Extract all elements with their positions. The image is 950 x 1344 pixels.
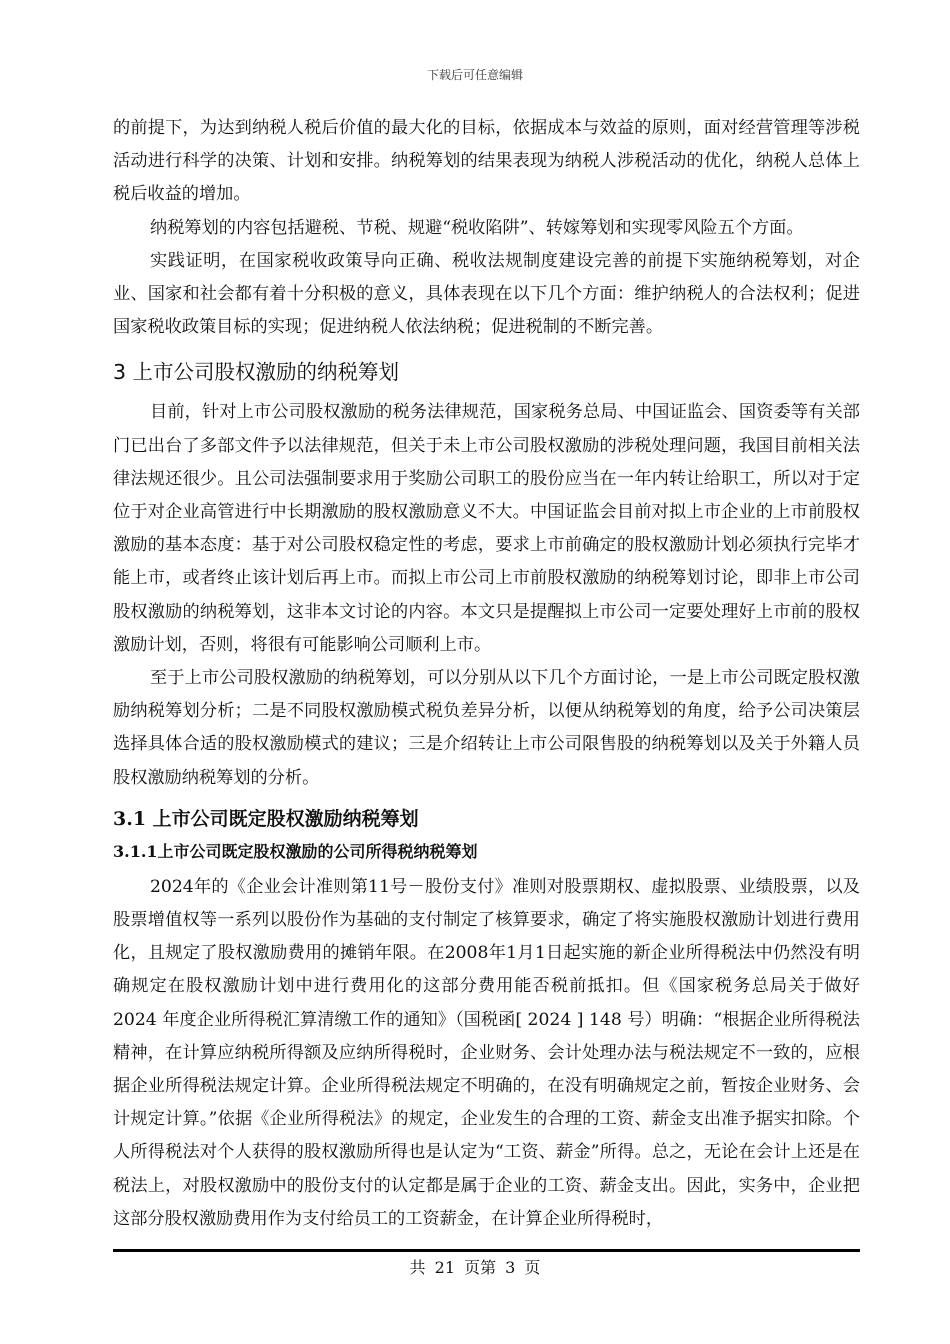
- document-body: [113, 112, 860, 1236]
- page-number-footer: 共 21 页第 3 页: [409, 1258, 541, 1277]
- paragraph-practice-proof: 实践证明，在国家税收政策导向正确、税收法规制度建设完善的前提下实施纳税筹划，对企业、国家和社会都有着十分积极的意义，具体表现在以下几个方面：维护纳税人的合法权利；促进国家税收政策目标的实现；促进纳税人依法纳税；促进税制的不断完善。: [113, 250, 860, 338]
- paragraph-continuation: 的前提下，为达到纳税人税后价值的最大化的目标，依据成本与效益的原则，面对经营管理等涉税活动进行科学的决策、计划和安排。纳税筹划的结果表现为纳税人涉税活动的优化，纳税人总体上税后收益的增加。: [113, 118, 860, 205]
- footer-divider: [113, 1249, 860, 1252]
- paragraph-accounting-standard: 2024年的《企业会计准则第11号－股份支付》准则对股票期权、虚拟股票、业绩股票，以及股票增值权等一系列以股份作为基础的支付制定了核算要求，确定了将实施股权激励计划进行费用化，且规定了股权激励费用的摊销年限。在2008年1月1日起实施的新企业所得税法中仍然没有明确规定在股权激励计划中进行费用化的这部分费用能否税前抵扣。但《国家税务总局关于做好2024 年度企业所得税汇算清缴工作的通知》（国税函[ 2024 ] 148 号）明确：“根据企业所得税法精神，在计算应纳税所得额及应纳所得税时，企业财务、会计处理办法与税法规定不一致的，应根据企业所得税法规定计算。企业所得税法规定不明确的，在没有明确规定之前，暂按企业财务、会计规定计算。”依据《企业所得税法》的规定，企业发生的合理的工资、薪金支出准予据实扣除。个人所得税法对个人获得的股权激励所得也是认定为“工资、薪金”所得。总之，无论在会计上还是在税法上，对股权激励中的股份支付的认定都是属于企业的工资、薪金支出。因此，实务中，企业把这部分股权激励费用作为支付给员工的工资薪金，在计算企业所得税时，: [113, 876, 860, 1229]
- section-3-heading: 3 上市公司股权激励的纳税筹划: [113, 360, 400, 385]
- paragraph-planning-content: 纳税筹划的内容包括避税、节税、规避“税收陷阱”、转嫁筹划和实现零风险五个方面。: [150, 217, 804, 238]
- section-3-1-1-heading: 3.1.1上市公司既定股权激励的公司所得税纳税筹划: [113, 841, 478, 861]
- page-header: 下载后可任意编辑: [426, 68, 523, 82]
- paragraph-discussion-aspects: 至于上市公司股权激励的纳税筹划，可以分别从以下几个方面讨论，一是上市公司既定股权激励纳税筹划分析；二是不同股权激励模式税负差异分析，以便从纳税筹划的角度，给予公司决策层选择具体合适的股权激励模式的建议；三是介绍转让上市公司限售股的纳税筹划以及关于外籍人员股权激励纳税筹划的分析。: [113, 668, 860, 788]
- paragraph-current-regulations: 目前，针对上市公司股权激励的税务法律规范，国家税务总局、中国证监会、国资委等有关部门已出台了多部文件予以法律规范，但关于未上市公司股权激励的涉税处理问题，我国目前相关法律法规还很少。且公司法强制要求用于奖励公司职工的股份应当在一年内转让给职工，所以对于定位于对企业高管进行中长期激励的股权激励意义不大。中国证监会目前对拟上市企业的上市前股权激励的基本态度：基于对公司股权稳定性的考虑，要求上市前确定的股权激励计划必须执行完毕才能上市，或者终止该计划后再上市。而拟上市公司上市前股权激励的纳税筹划讨论，即非上市公司股权激励的纳税筹划，这非本文讨论的内容。本文只是提醒拟上市公司一定要处理好上市前的股权激励计划，否则，将很有可能影响公司顺利上市。: [113, 402, 860, 655]
- section-3-1-heading: 3.1 上市公司既定股权激励纳税筹划: [113, 807, 419, 830]
